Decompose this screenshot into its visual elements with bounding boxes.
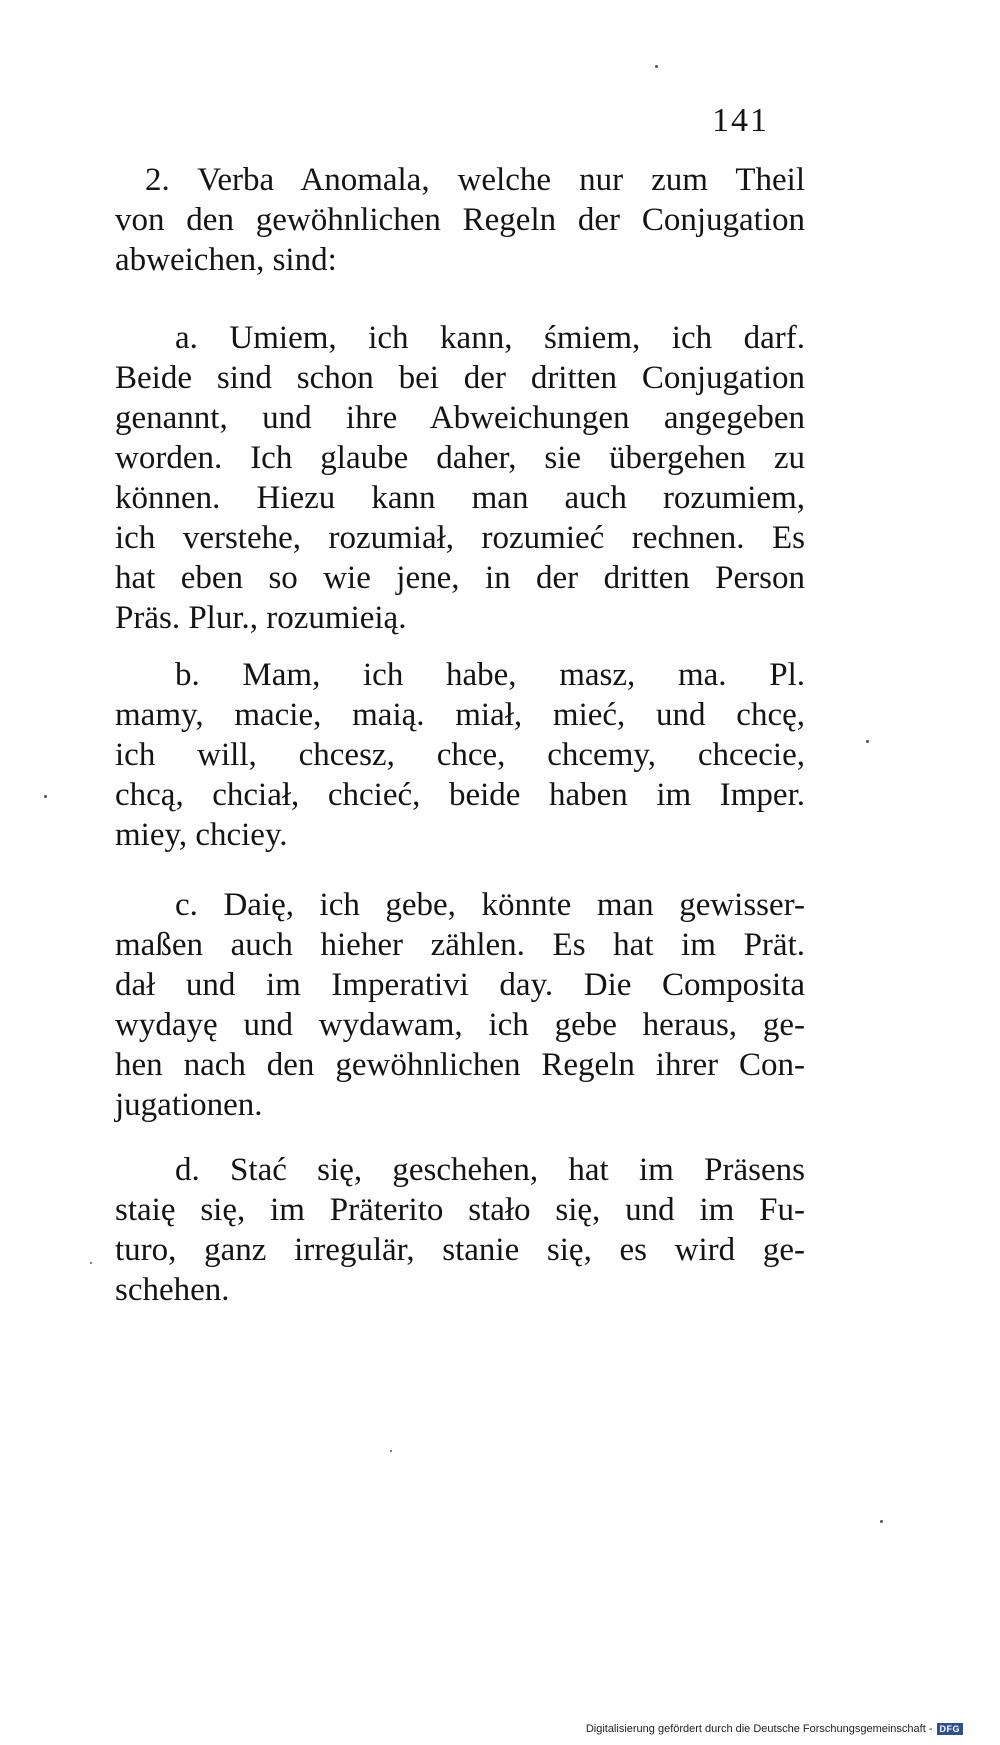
text-line: Präs. Plur., rozumieią. (115, 600, 407, 636)
text-line: Beide sind schon bei der dritten Conjugation (115, 360, 805, 396)
digitization-footer (586, 1723, 963, 1735)
text-line: können. Hiezu kann man auch rozumiem, (115, 480, 805, 516)
text-line: chcą, chciał, chcieć, beide haben im Imper. (115, 777, 805, 813)
text-line: c. Daię, ich gebe, könnte man gewisser- (175, 887, 805, 923)
text-line: ich verstehe, rozumiał, rozumieć rechnen. Es (115, 520, 805, 556)
paragraph-d (115, 1150, 805, 1310)
text-line: von den gewöhnlichen Regeln der Conjugation (115, 202, 805, 238)
page-number: 141 (712, 102, 769, 139)
text-line: hen nach den gewöhnlichen Regeln ihrer Con- (115, 1047, 805, 1083)
scan-speck (390, 1450, 392, 1452)
text-line: d. Stać się, geschehen, hat im Präsens (175, 1152, 805, 1188)
scan-speck (655, 65, 658, 68)
dfg-logo: DFG (937, 1723, 964, 1735)
text-line: b. Mam, ich habe, masz, ma. Pl. (175, 657, 805, 693)
footer-text: Digitalisierung gefördert durch die Deutsche Forschungsgemeinschaft - (585, 1723, 933, 1735)
scan-speck (866, 740, 869, 743)
text-line: miey, chciey. (115, 817, 288, 853)
text-line: abweichen, sind: (115, 242, 337, 278)
scan-speck (880, 1520, 883, 1523)
paragraph-c (115, 885, 805, 1125)
text-line: genannt, und ihre Abweichungen angegeben (115, 400, 805, 436)
text-line: jugationen. (115, 1087, 263, 1123)
scan-speck (44, 795, 47, 798)
paragraph-a (115, 318, 805, 638)
text-line: staię się, im Präterito stało się, und im Fu- (115, 1192, 805, 1228)
text-line: 2. Verba Anomala, welche nur zum Theil (145, 162, 805, 198)
text-line: hat eben so wie jene, in der dritten Person (115, 560, 805, 596)
text-line: maßen auch hieher zählen. Es hat im Prät. (115, 927, 805, 963)
text-line: a. Umiem, ich kann, śmiem, ich darf. (175, 320, 805, 356)
text-line: dał und im Imperativi day. Die Composita (115, 967, 805, 1003)
text-line: ich will, chcesz, chce, chcemy, chcecie, (115, 737, 805, 773)
text-line: wydayę und wydawam, ich gebe heraus, ge- (115, 1007, 805, 1043)
text-line: schehen. (115, 1272, 230, 1308)
paragraph-intro (115, 160, 805, 280)
text-line: mamy, macie, maią. miał, mieć, und chcę, (115, 697, 805, 733)
scan-speck (90, 1262, 92, 1264)
paragraph-b (115, 655, 805, 855)
text-line: turo, ganz irregulär, stanie się, es wird ge- (115, 1232, 805, 1268)
text-line: worden. Ich glaube daher, sie übergehen zu (115, 440, 805, 476)
